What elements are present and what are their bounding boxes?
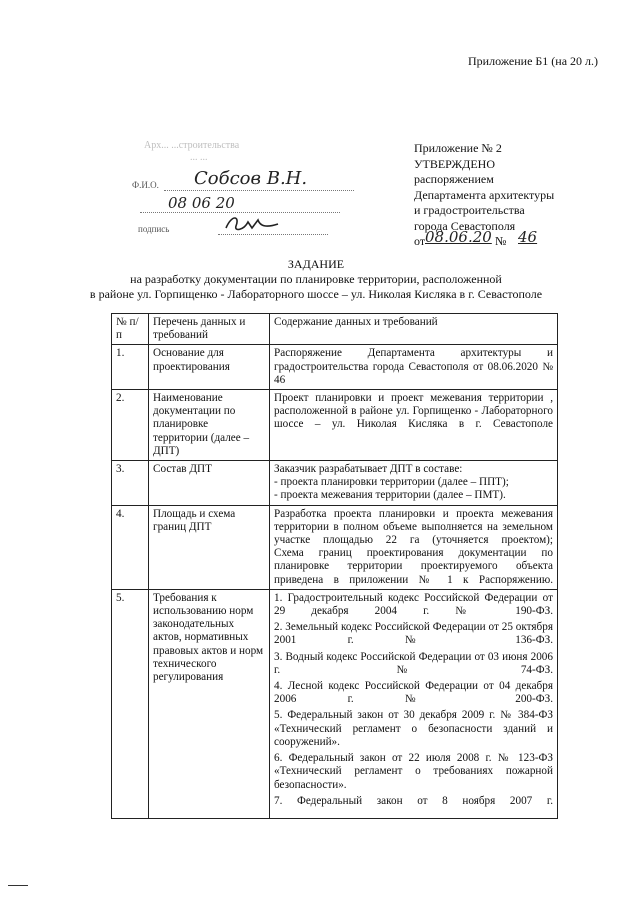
stamp-signature-line — [218, 234, 328, 235]
row-number: 2. — [112, 390, 149, 461]
document-subtitle-line-2: в районе ул. Горпищенко - Лабораторного шоссе – ул. Николая Кисляка в г. Севастополе — [89, 287, 543, 301]
approval-number-handwritten: 46 — [518, 228, 538, 246]
stamp-line-2: ... ... — [190, 152, 208, 163]
row-content: Распоряжение Департамента архитектуры и градостроительства города Севастополя от 08.06.2020 № 46 — [270, 345, 558, 390]
content-paragraph: Схема границ проектирования документации по планировке территории проектируемого объекта приведена в приложении № 1 к Распоряжению. — [274, 547, 553, 586]
row-number: 1. — [112, 345, 149, 390]
row-content — [270, 461, 558, 506]
law-item: 6. Федеральный закон от 22 июля 2008 г. № 123-ФЗ «Технический регламент о требованиях пожарной безопасности». — [274, 752, 553, 791]
approval-line: Департамента архитектуры — [414, 187, 555, 202]
table-row — [112, 390, 558, 461]
row-number: 5. — [112, 589, 149, 818]
content-paragraph: Разработка проекта планировки и проекта межевания территории в полном объеме выполняется на земельном участке площадью 22 га (уточняется проектом); — [274, 507, 553, 547]
row-name: Требования к использованию норм законодательных актов, нормативных правовых актов и норм технического регулирования — [149, 589, 270, 818]
approval-line: Приложение № 2 — [414, 141, 502, 155]
content-line: - проекта межевания территории (далее – ПМТ). — [274, 489, 506, 502]
document-heading: ЗАДАНИЕ — [287, 257, 345, 271]
row-name: Основание для проектирования — [149, 345, 270, 390]
header-cell-number: № п/п — [112, 314, 149, 345]
approval-number-prefix: № — [495, 234, 507, 248]
stamp-signature-icon — [222, 212, 282, 236]
law-item: 7. Федеральный закон от 8 ноября 2007 г. — [274, 794, 553, 807]
table-row — [112, 461, 558, 506]
law-item: 5. Федеральный закон от 30 декабря 2009 г. № 384-ФЗ «Технический регламент о безопасности зданий и сооружений». — [274, 709, 553, 748]
stamp-line-1: Арх... ...строительства — [144, 140, 240, 151]
approval-line: распоряжением — [414, 172, 494, 186]
row-content — [270, 589, 558, 818]
approval-line: города Севастополя — [414, 218, 516, 233]
law-item: 1. Градостроительный кодекс Российской Федерации от 29 декабря 2004 г. № 190-ФЗ. — [274, 591, 553, 618]
content-line: Заказчик разрабатывает ДПТ в составе: — [274, 463, 463, 476]
approval-date-prefix: от — [414, 234, 426, 248]
row-content — [270, 505, 558, 589]
approval-block — [414, 141, 554, 250]
appendix-note: Приложение Б1 (на 20 л.) — [468, 54, 599, 68]
table-row — [112, 345, 558, 390]
row-name: Площадь и схема границ ДПТ — [149, 505, 270, 589]
approval-line: УТВЕРЖДЕНО — [414, 156, 496, 171]
stamp-date-handwritten: 08 06 20 — [168, 194, 235, 212]
page-edge-mark — [8, 885, 28, 886]
row-content: Проект планировки и проект межевания территории , расположенной в районе ул. Горпищенко - Лабораторного шоссе – ул. Николая Кисляка в г. Севастополе — [270, 390, 558, 461]
law-item: 3. Водный кодекс Российской Федерации от 03 июня 2006 г. №74-ФЗ. — [274, 650, 553, 676]
approval-line: и градостроительства — [414, 203, 525, 217]
approval-date-handwritten: 08.06.20 — [425, 228, 492, 246]
approval-date-row — [414, 228, 554, 250]
stamp-fio-label: Ф.И.О. — [132, 180, 159, 190]
row-name: Состав ДПТ — [149, 461, 270, 506]
requirements-table — [111, 313, 558, 819]
table-row — [112, 589, 558, 818]
row-number: 3. — [112, 461, 149, 506]
stamp-fio-line — [164, 190, 354, 191]
header-cell-content: Содержание данных и требований — [270, 314, 558, 345]
law-item: 4. Лесной кодекс Российской Федерации от 04 декабря 2006 г. № 200-ФЗ. — [274, 680, 553, 706]
content-line: - проекта планировки территории (далее – ППТ); — [274, 476, 509, 489]
table-header-row — [112, 314, 558, 345]
approval-stamp — [110, 130, 380, 240]
law-item: 2. Земельный кодекс Российской Федерации от 25 октября 2001 г. № 136-ФЗ. — [274, 621, 553, 647]
table-row — [112, 505, 558, 589]
stamp-fio-handwritten: Собсов В.Н. — [194, 168, 308, 189]
header-cell-list: Перечень данных и требований — [149, 314, 270, 345]
row-name: Наименование документации по планировке территории (далее – ДПТ) — [149, 390, 270, 461]
document-subtitle-line-1: на разработку документации по планировке территории, расположенной — [130, 272, 502, 286]
row-number: 4. — [112, 505, 149, 589]
stamp-signature-label: подпись — [138, 224, 170, 234]
